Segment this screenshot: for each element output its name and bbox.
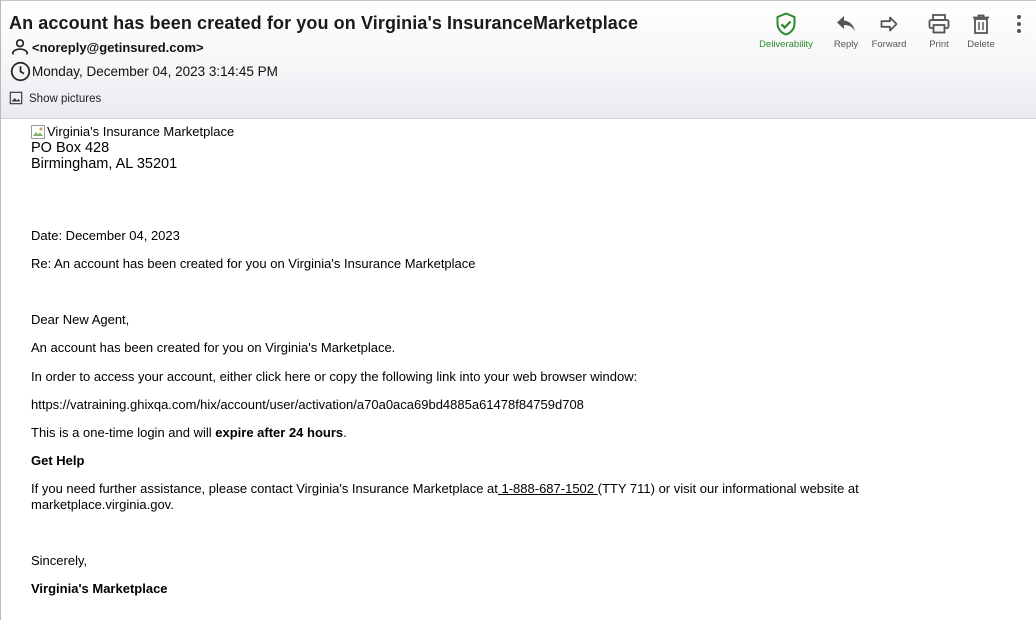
print-button[interactable] (918, 12, 960, 50)
deliverability-label: Deliverability (759, 39, 813, 50)
forward-arrow-icon (877, 12, 901, 36)
account-created-line: An account has been created for you on Virginia's Marketplace. (31, 340, 396, 355)
message-toolbar (756, 12, 1036, 52)
reply-button[interactable] (826, 12, 866, 50)
get-help-heading: Get Help (31, 453, 85, 468)
help-prefix: If you need further assistance, please contact Virginia's Insurance Marketplace at (31, 481, 498, 496)
sender-address[interactable]: <noreply@getinsured.com> (32, 39, 204, 55)
delete-button[interactable] (960, 12, 1002, 50)
email-subject: An account has been created for you on Virginia's InsuranceMarketplace (9, 13, 639, 33)
address-line-1: PO Box 428 (31, 140, 110, 156)
print-label: Print (929, 39, 949, 50)
more-options-button[interactable] (1002, 12, 1036, 36)
help-paragraph (31, 481, 891, 513)
printer-icon (927, 12, 951, 36)
logo-alt-text: Virginia's Insurance Marketplace (47, 124, 235, 139)
show-pictures-label: Show pictures (29, 93, 102, 105)
broken-image-icon (31, 125, 45, 139)
one-time-login-line (31, 425, 347, 440)
date-row (9, 60, 278, 82)
letter-date: Date: December 04, 2023 (31, 228, 180, 243)
vertical-ellipsis-icon (1007, 12, 1031, 36)
person-icon (9, 36, 31, 58)
logo-placeholder (31, 124, 234, 139)
trash-icon (969, 12, 993, 36)
greeting: Dear New Agent, (31, 312, 130, 327)
forward-label: Forward (871, 39, 907, 50)
forward-button[interactable] (866, 12, 912, 50)
re-line: Re: An account has been created for you on Virginia's Insurance Marketplace (31, 256, 476, 271)
shield-check-icon (774, 12, 798, 36)
access-instructions: In order to access your account, either click here or copy the following link into your web browser window: (31, 369, 638, 384)
image-icon (9, 91, 25, 107)
one-time-prefix: This is a one-time login and will (31, 425, 216, 440)
deliverability-button[interactable] (756, 12, 816, 50)
reply-label: Reply (833, 39, 859, 50)
sent-date: Monday, December 04, 2023 3:14:45 PM (32, 63, 278, 79)
delete-label: Delete (967, 39, 995, 50)
phone-link[interactable]: 1-888-687-1502 (497, 481, 598, 496)
signature: Virginia's Marketplace (31, 581, 168, 596)
help-suffix: (TTY 711) or visit our informational website at marketplace.virginia.gov. (31, 481, 859, 512)
show-pictures-button[interactable] (9, 91, 101, 107)
sender-row (9, 36, 204, 58)
sign-off: Sincerely, (31, 553, 88, 568)
reply-arrow-icon (834, 12, 858, 36)
address-line-2: Birmingham, AL 35201 (31, 156, 178, 172)
expiry-notice: expire after 24 hours (215, 425, 344, 440)
activation-link[interactable]: https://vatraining.ghixqa.com/hix/account/user/activation/a70a0aca69bd4885a61478f84759d708 (31, 397, 584, 412)
email-header (1, 1, 1036, 119)
clock-icon (9, 60, 31, 82)
one-time-suffix: . (343, 425, 347, 440)
